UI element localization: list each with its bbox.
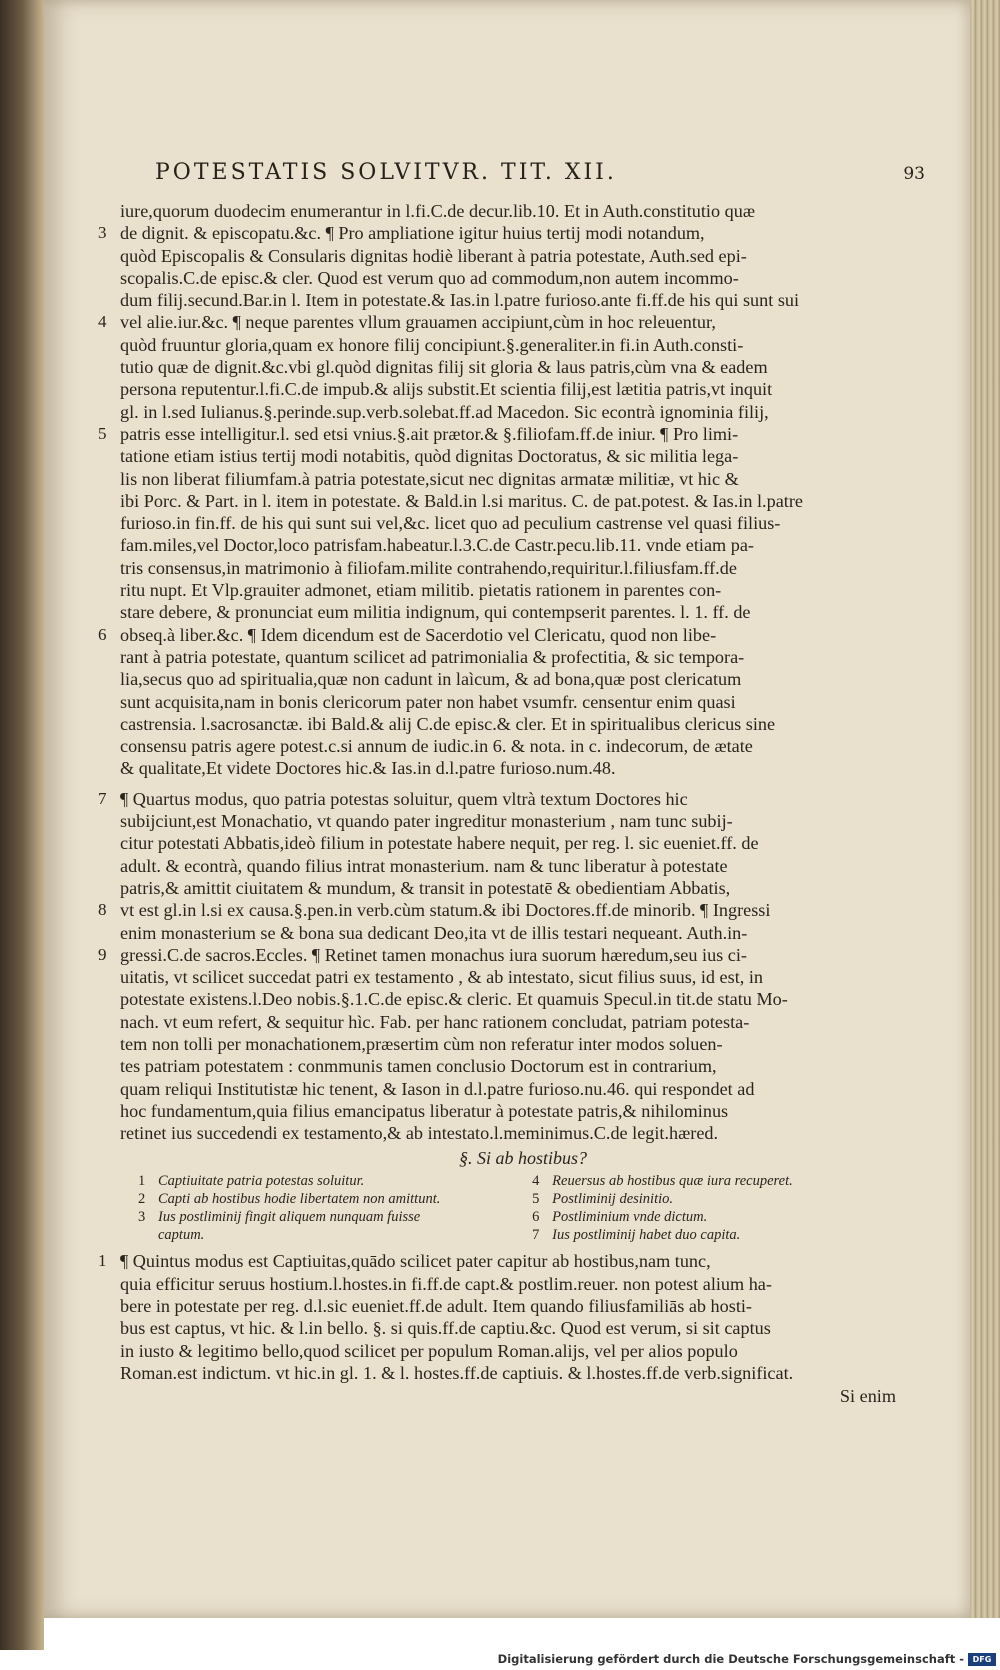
text-line xyxy=(120,988,926,1010)
line-text: vt est gl.in l.si ex causa.§.pen.in verb.cùm statum.& ibi Doctores.ff.de minorib. ¶ Ingressi xyxy=(120,900,771,921)
summary-item xyxy=(532,1172,896,1190)
text-line xyxy=(120,1011,926,1033)
text-line xyxy=(98,423,926,445)
line-text: retinet ius succedendi ex testamento,& ab intestato.l.meminimus.C.de legit.hæred. xyxy=(120,1123,719,1144)
text-line xyxy=(120,512,926,534)
line-text: persona reputentur.l.fi.C.de impub.& alijs substit.Et scientia filij,est lætitia patris,vt inquit xyxy=(120,379,773,400)
text-line xyxy=(120,267,926,289)
margin-number: 3 xyxy=(98,223,107,243)
margin-number: 5 xyxy=(98,423,107,443)
summary-text: Ius postliminij habet duo capita. xyxy=(552,1227,741,1244)
footer-credit: Digitalisierung gefördert durch die Deutsche Forschungsgemeinschaft - xyxy=(497,1652,964,1666)
line-text: tem non tolli per monachationem,præsertim cùm non referatur inter modos soluen- xyxy=(120,1033,723,1054)
line-text: quòd fruuntur gloria,quam ex honore filij concipiunt.§.generaliter.in fi.in Auth.consti- xyxy=(120,334,744,355)
text-line xyxy=(120,1100,926,1122)
text-line xyxy=(120,445,926,467)
line-text: tris consensus,in matrimonio à filiofam.milite contrahendo,requiritur.l.filiusfam.ff.de xyxy=(120,557,737,578)
text-line xyxy=(120,1340,926,1362)
line-text: tatione etiam istius tertij modi notabitis, quòd dignitas Doctoratus, & sic militia lega- xyxy=(120,446,739,467)
text-line xyxy=(120,490,926,512)
line-text: quòd Episcopalis & Consularis dignitas hodiè liberant à patria potestate, Auth.sed epi- xyxy=(120,245,747,266)
summary-text: Capti ab hostibus hodie libertatem non amittunt. xyxy=(158,1191,441,1208)
text-line xyxy=(98,788,926,810)
margin-number: 9 xyxy=(98,944,107,964)
summary-item xyxy=(138,1190,502,1208)
line-text: enim monasterium se & bona sua dedicant Deo,ita vt de illis testari nequeant. Auth.in- xyxy=(120,922,748,943)
line-text: patris,& amittit ciuitatem & mundum, & transit in potestatē & obedientiam Abbatis, xyxy=(120,877,731,898)
text-block xyxy=(98,200,926,1408)
dfg-logo-icon: DFG xyxy=(968,1653,996,1666)
text-line xyxy=(120,922,926,944)
margin-number: 6 xyxy=(98,624,107,644)
text-line xyxy=(120,810,926,832)
text-line xyxy=(120,245,926,267)
text-line xyxy=(120,713,926,735)
margin-number: 8 xyxy=(98,900,107,920)
book-binding xyxy=(0,0,44,1670)
text-line xyxy=(120,668,926,690)
line-text: nach. vt eum refert, & sequitur hìc. Fab. per hanc rationem concludat, patriam potesta- xyxy=(120,1011,750,1032)
line-text: vel alie.iur.&c. ¶ neque parentes vllum grauamen accipiunt,cùm in hoc releuentur, xyxy=(120,312,716,333)
text-line xyxy=(120,356,926,378)
summary-item xyxy=(532,1226,896,1244)
text-line xyxy=(120,966,926,988)
line-text: uitatis, vt scilicet succedat patri ex testamento , & ab intestato, sicut filius suus, id est, in xyxy=(120,967,764,988)
running-head xyxy=(155,160,925,190)
line-text: & qualitate,Et videte Doctores hic.& Ias.in d.l.patre furioso.num.48. xyxy=(120,758,616,779)
text-line xyxy=(120,200,926,222)
summary-number: 2 xyxy=(138,1191,146,1208)
summary-text: Ius postliminij fingit aliquem nunquam fuisse xyxy=(158,1209,421,1226)
line-text: gressi.C.de sacros.Eccles. ¶ Retinet tamen monachus iura suorum hæredum,seu ius ci- xyxy=(120,944,747,965)
line-text: patris esse intelligitur.l. sed etsi vnius.§.ait prætor.& §.filiofam.ff.de iniur. ¶ Pro limi- xyxy=(120,423,739,444)
line-text: rant à patria potestate, quantum scilicet ad patrimonialia & profectitia, & sic tempora- xyxy=(120,646,745,667)
line-text: tes patriam potestatem : conmmunis tamen conclusio Doctorum est in contrarium, xyxy=(120,1056,717,1077)
summary-text: Postliminium vnde dictum. xyxy=(552,1209,708,1226)
footer-bar xyxy=(0,1650,1000,1670)
line-text: dum filij.secund.Bar.in l. Item in potestate.& Ias.in l.patre furioso.ante fi.ff.de his qui sunt sui xyxy=(120,290,800,311)
line-text: furioso.in fin.ff. de his qui sunt sui vel,&c. licet quo ad peculium castrense vel quasi filius- xyxy=(120,513,781,534)
text-line xyxy=(120,735,926,757)
line-text: quam reliqui Institutistæ hic tenent, & Iason in d.l.patre furioso.nu.46. qui respondet ad xyxy=(120,1078,755,1099)
summary-text: Captiuitate patria potestas soluitur. xyxy=(158,1173,365,1190)
text-line xyxy=(120,757,926,779)
text-line xyxy=(120,1122,926,1144)
text-line xyxy=(98,624,926,646)
margin-number: 4 xyxy=(98,312,107,332)
line-text: obseq.à liber.&c. ¶ Idem dicendum est de Sacerdotio vel Clericatu, quod non libe- xyxy=(120,624,717,645)
line-text: de dignit. & episcopatu.&c. ¶ Pro ampliatione igitur huius tertij modi notandum, xyxy=(120,223,705,244)
summary-item xyxy=(532,1190,896,1208)
text-line xyxy=(120,877,926,899)
summary-item xyxy=(532,1208,896,1226)
line-text: consensu patris agere potest.c.si annum de iudic.in 6. & nota. in c. indecorum, de ætate xyxy=(120,736,753,757)
text-line xyxy=(98,1250,926,1272)
line-text: ¶ Quintus modus est Captiuitas,quādo scilicet pater capitur ab hostibus,nam tunc, xyxy=(120,1251,711,1272)
line-text: sunt acquisita,nam in bonis clericorum pater non habet vsumfr. censentur enim quasi xyxy=(120,691,736,712)
text-line xyxy=(120,1273,926,1295)
summary-number: 5 xyxy=(532,1191,540,1208)
line-text: ¶ Quartus modus, quo patria potestas soluitur, quem vltrà textum Doctores hic xyxy=(120,788,688,809)
summary-text: Postliminij desinitio. xyxy=(552,1191,674,1208)
text-line xyxy=(120,691,926,713)
summary-number: 3 xyxy=(138,1209,146,1226)
line-text: bere in potestate per reg. d.l.sic eueniet.ff.de adult. Item quando filiusfamiliās ab hosti- xyxy=(120,1296,752,1317)
text-line xyxy=(120,534,926,556)
text-line xyxy=(120,646,926,668)
section-heading: §. Si ab hostibus? xyxy=(458,1148,587,1169)
catchword: Si enim xyxy=(839,1386,896,1407)
summary-column-left xyxy=(138,1172,502,1244)
line-text: castrensia. l.sacrosanctæ. ibi Bald.& alij C.de episc.& cler. Et in spiritualibus clericus sine xyxy=(120,713,776,734)
summary-number: 4 xyxy=(532,1173,540,1190)
summary-number: 6 xyxy=(532,1209,540,1226)
line-text: ibi Porc. & Part. in l. item in potestate. & Bald.in l.si maritus. C. de pat.potest. & Ias.in l.patre xyxy=(120,490,803,511)
line-text: adult. & econtrà, quando filius intrat monasterium. nam & tunc liberatur à potestate xyxy=(120,855,728,876)
summary-text: Reuersus ab hostibus quæ iura recuperet. xyxy=(552,1173,793,1190)
summary-box xyxy=(138,1172,896,1244)
text-line xyxy=(120,579,926,601)
text-line xyxy=(120,832,926,854)
text-line xyxy=(120,601,926,623)
line-text: lis non liberat filiumfam.à patria potestate,sicut nec dignitas armatæ militiæ, vt hic & xyxy=(120,468,739,489)
folio-number: 93 xyxy=(903,164,925,184)
text-line xyxy=(98,222,926,244)
text-line xyxy=(120,557,926,579)
line-text: subijciunt,est Monachatio, vt quando pater ingreditur monasterium , nam tunc subij- xyxy=(120,811,733,832)
body-paragraph-1 xyxy=(98,200,926,780)
summary-item xyxy=(138,1208,502,1226)
line-text: fam.miles,vel Doctor,loco patrisfam.habeatur.l.3.C.de Castr.pecu.lib.11. vnde etiam pa- xyxy=(120,535,754,556)
text-line xyxy=(120,855,926,877)
line-text: iure,quorum duodecim enumerantur in l.fi.C.de decur.lib.10. Et in Auth.constitutio quæ xyxy=(120,201,755,221)
page-fore-edge xyxy=(970,0,1000,1618)
text-line xyxy=(120,401,926,423)
summary-column-right xyxy=(532,1172,896,1244)
text-line xyxy=(120,468,926,490)
line-text: hoc fundamentum,quia filius emancipatus liberatur à potestate patris,& nihilominus xyxy=(120,1100,729,1121)
line-text: citur potestati Abbatis,ideò filium in potestate habere nequit, per reg. l. sic eueniet.ff. de xyxy=(120,833,759,854)
text-line xyxy=(98,311,926,333)
running-title: POTESTATIS SOLVITVR. TIT. XII. xyxy=(155,160,617,185)
body-paragraph-2 xyxy=(98,788,926,1145)
margin-number: 1 xyxy=(98,1251,107,1271)
text-line xyxy=(120,1033,926,1055)
body-paragraph-3 xyxy=(98,1250,926,1384)
line-text: tutio quæ de dignit.&c.vbi gl.quòd dignitas filij sit gloria & laus patris,cùm vna & eadem xyxy=(120,357,768,378)
text-line xyxy=(98,899,926,921)
text-line xyxy=(120,378,926,400)
line-text: in iusto & legitimo bello,quod scilicet per populum Roman.alijs, vel per alios populo xyxy=(120,1340,738,1361)
text-line xyxy=(120,334,926,356)
summary-text: captum. xyxy=(158,1227,205,1244)
line-text: quia efficitur seruus hostium.l.hostes.in fi.ff.de capt.& postlim.reuer. non potest alium ha- xyxy=(120,1273,772,1294)
line-text: bus est captus, vt hic. & l.in bello. §. si quis.ff.de captiu.&c. Quod est verum, si sit captus xyxy=(120,1318,771,1339)
summary-number: 7 xyxy=(532,1227,540,1244)
line-text: scopalis.C.de episc.& cler. Quod est verum quo ad commodum,non autem incommo- xyxy=(120,267,739,288)
summary-item xyxy=(138,1172,502,1190)
text-line xyxy=(120,1317,926,1339)
summary-number: 1 xyxy=(138,1173,146,1190)
line-text: stare debere, & pronunciat eum militia indignum, qui contempserit parentes. l. 1. ff. de xyxy=(120,602,751,623)
summary-item xyxy=(138,1226,502,1244)
text-line xyxy=(98,944,926,966)
text-line xyxy=(120,289,926,311)
line-text: potestate existens.l.Deo nobis.§.1.C.de episc.& cleric. Et quamuis Specul.in tit.de statu Mo- xyxy=(120,989,788,1010)
line-text: Roman.est indictum. vt hic.in gl. 1. & l. hostes.ff.de captiuis. & l.hostes.ff.de verb.significat. xyxy=(120,1362,794,1383)
text-line xyxy=(120,1362,926,1384)
line-text: lia,secus quo ad spiritualia,quæ non cadunt in laìcum, & ad bona,quæ post clericatum xyxy=(120,669,742,690)
text-line xyxy=(120,1055,926,1077)
line-text: gl. in l.sed Iulianus.§.perinde.sup.verb.solebat.ff.ad Macedon. Sic econtrà ignominia filij, xyxy=(120,401,769,422)
text-line xyxy=(120,1078,926,1100)
margin-number: 7 xyxy=(98,788,107,808)
line-text: ritu nupt. Et Vlp.grauiter admonet, etiam militib. pietatis rationem in parentes con- xyxy=(120,580,722,601)
text-line xyxy=(120,1295,926,1317)
